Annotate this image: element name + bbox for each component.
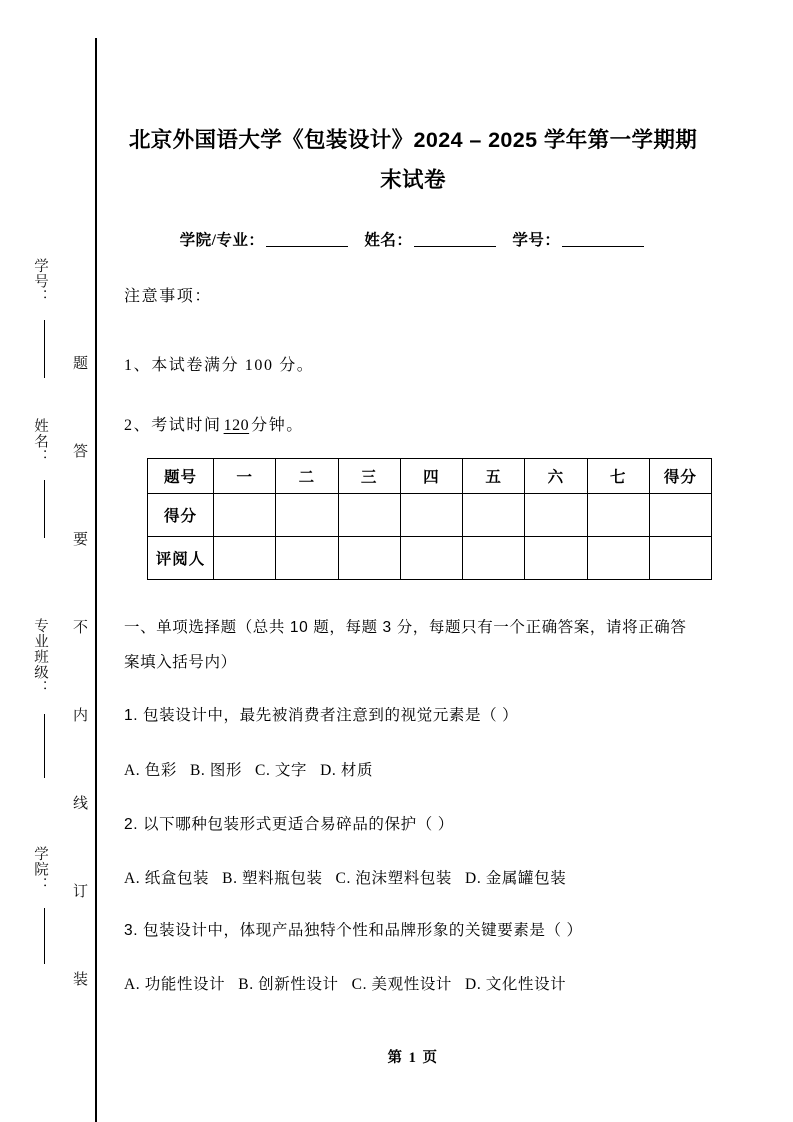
table-row-score	[148, 494, 712, 537]
question-1-option-c[interactable]: C. 文字	[255, 762, 308, 779]
table-header-cell-8: 得分	[649, 459, 711, 494]
question-2-option-d[interactable]: D. 金属罐包装	[465, 870, 567, 887]
question-1-option-b[interactable]: B. 图形	[189, 762, 243, 779]
score-cell-6[interactable]	[525, 494, 587, 537]
seal-field-label: 学院：	[32, 846, 48, 893]
table-row-label-score: 得分	[148, 494, 214, 537]
table-header-cell-2: 二	[276, 459, 338, 494]
note-item-2	[124, 412, 304, 435]
note-item-1: 1、本试卷满分 100 分。	[124, 357, 315, 374]
binding-seal-margin	[0, 0, 97, 1122]
seal-field-name	[30, 418, 60, 538]
question-3-option-d[interactable]: D. 文化性设计	[465, 976, 567, 993]
reviewer-cell-2[interactable]	[276, 537, 338, 580]
question-2-options	[124, 866, 702, 888]
question-1-text: 1. 包装设计中，最先被消费者注意到的视觉元素是（ ）	[124, 707, 519, 724]
seal-field-student-id	[30, 258, 60, 378]
reviewer-cell-5[interactable]	[463, 537, 525, 580]
table-header-cell-6: 六	[525, 459, 587, 494]
table-header-cell-7: 七	[587, 459, 649, 494]
question-3-option-b[interactable]: B. 创新性设计	[238, 976, 339, 993]
reviewer-cell-7[interactable]	[587, 537, 649, 580]
binding-vertical-rule	[95, 38, 97, 1122]
question-3-option-a[interactable]: A. 功能性设计	[124, 976, 226, 993]
seal-char-5: 线	[71, 795, 87, 810]
seal-char-3: 不	[71, 619, 87, 634]
question-2-option-c[interactable]: C. 泡沫塑料包装	[335, 870, 453, 887]
section-heading-1: 一、单项选择题（总共 10 题，每题 3 分，每题只有一个正确答案，请将正确答案填入括号内）	[124, 619, 687, 671]
table-header-cell-4: 四	[400, 459, 462, 494]
seal-field-label: 专业班级：	[32, 618, 48, 696]
table-header-cell-0: 题号	[148, 459, 214, 494]
score-cell-2[interactable]	[276, 494, 338, 537]
seal-char-2: 要	[71, 531, 87, 546]
question-3-text: 3. 包装设计中，体现产品独特个性和品牌形象的关键要素是（ ）	[124, 922, 583, 939]
college-major-blank[interactable]	[266, 231, 348, 247]
seal-char-1: 答	[71, 443, 87, 458]
page-title: 北京外国语大学《包装设计》2024 – 2025 学年第一学期期末试卷	[128, 128, 698, 192]
question-3-option-c[interactable]: C. 美观性设计	[351, 976, 453, 993]
note-item-2-suffix: 分钟。	[251, 417, 304, 434]
seal-field-class	[30, 618, 60, 778]
name-label: 姓名：	[364, 232, 413, 249]
question-1-option-d[interactable]: D. 材质	[320, 762, 374, 779]
score-cell-4[interactable]	[400, 494, 462, 537]
college-major-label: 学院/专业：	[179, 232, 265, 249]
exam-duration-value: 120	[223, 417, 250, 434]
question-1-option-a[interactable]: A. 色彩	[124, 762, 177, 779]
name-blank[interactable]	[414, 231, 496, 247]
seal-field-rule	[44, 908, 45, 964]
question-2-text: 2. 以下哪种包装形式更适合易碎品的保护（ ）	[124, 816, 454, 833]
reviewer-cell-4[interactable]	[400, 537, 462, 580]
seal-field-label: 姓名：	[32, 418, 48, 465]
reviewer-cell-total[interactable]	[649, 537, 711, 580]
exam-content	[124, 0, 702, 1122]
seal-field-rule	[44, 714, 45, 778]
score-cell-total[interactable]	[649, 494, 711, 537]
table-header-cell-5: 五	[463, 459, 525, 494]
table-header-cell-3: 三	[338, 459, 400, 494]
student-id-label: 学号：	[512, 232, 561, 249]
seal-field-rule	[44, 320, 45, 378]
table-header-cell-1: 一	[214, 459, 276, 494]
student-info-line	[124, 228, 702, 250]
seal-char-6: 订	[71, 883, 87, 898]
score-cell-3[interactable]	[338, 494, 400, 537]
score-cell-7[interactable]	[587, 494, 649, 537]
score-cell-5[interactable]	[463, 494, 525, 537]
score-cell-1[interactable]	[214, 494, 276, 537]
seal-char-0: 题	[71, 355, 87, 370]
seal-field-college	[30, 846, 60, 966]
reviewer-cell-6[interactable]	[525, 537, 587, 580]
seal-char-7: 装	[71, 971, 87, 986]
question-3-options	[124, 972, 702, 994]
table-row-reviewer	[148, 537, 712, 580]
student-id-blank[interactable]	[562, 231, 644, 247]
table-row-label-reviewer: 评阅人	[148, 537, 214, 580]
question-2-option-a[interactable]: A. 纸盒包装	[124, 870, 210, 887]
reviewer-cell-3[interactable]	[338, 537, 400, 580]
question-1-options	[124, 758, 702, 780]
question-2-option-b[interactable]: B. 塑料瓶包装	[222, 870, 323, 887]
table-row-header	[148, 459, 712, 494]
notes-heading: 注意事项：	[124, 288, 213, 305]
seal-char-4: 内	[71, 707, 87, 722]
seal-field-label: 学号：	[32, 258, 48, 305]
note-item-2-prefix: 2、考试时间	[124, 417, 222, 434]
page-footer: 第 1 页	[387, 1050, 439, 1066]
seal-field-rule	[44, 480, 45, 538]
score-table	[147, 458, 712, 580]
reviewer-cell-1[interactable]	[214, 537, 276, 580]
